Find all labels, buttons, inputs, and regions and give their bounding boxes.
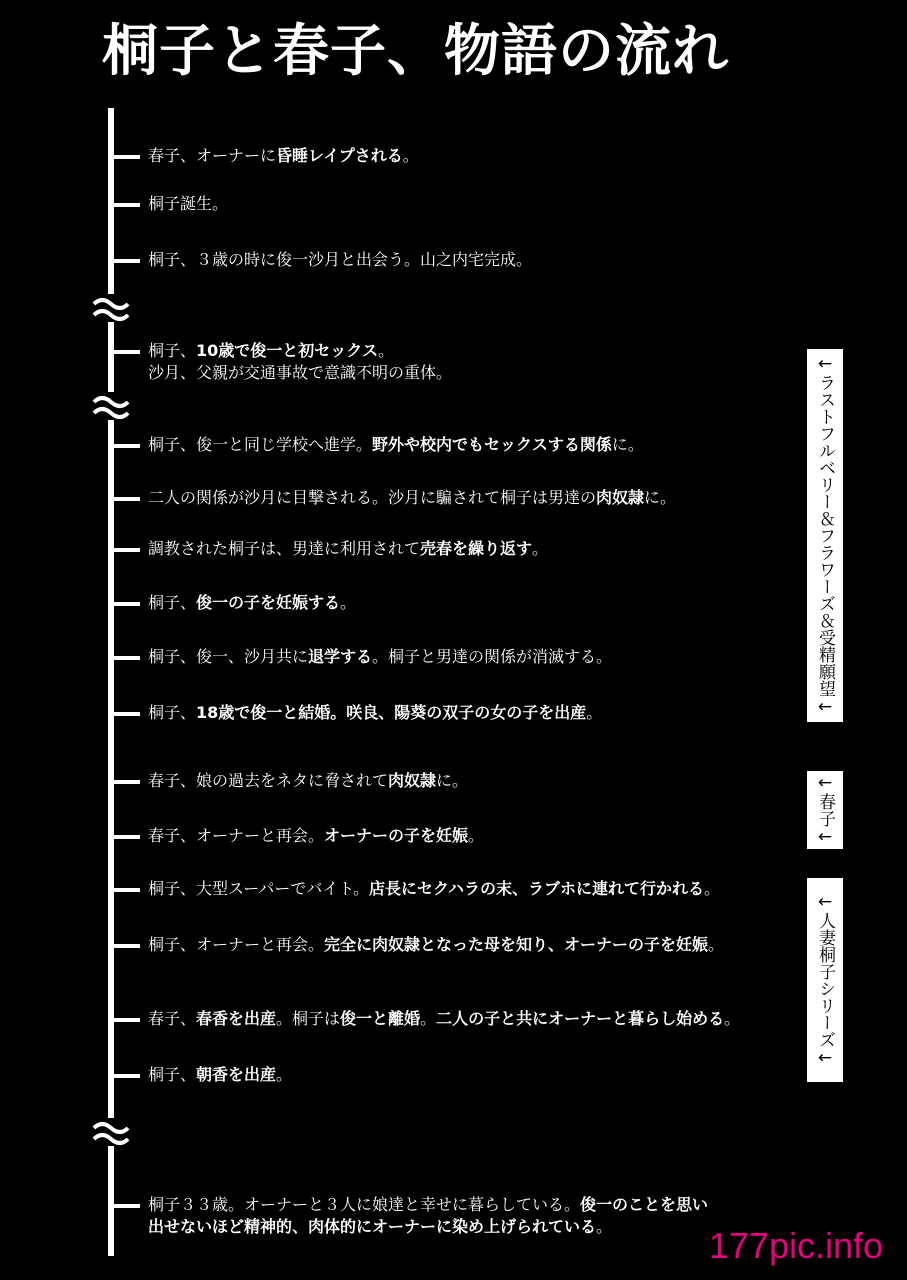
timeline-entry-text	[148, 825, 484, 847]
timeline-entry-text	[148, 878, 720, 900]
emphasis-text: 朝香を出産	[196, 1065, 277, 1084]
timeline-tick	[108, 1018, 140, 1022]
timeline-entry	[108, 487, 676, 509]
timeline-entry	[108, 934, 724, 956]
entry-text: 。桐子と男達の関係が消滅する。	[372, 647, 613, 666]
emphasis-text: 二人の子と共にオーナーと暮らし始める	[436, 1009, 725, 1028]
timeline-entry-text	[148, 646, 612, 668]
entry-text: 桐子、	[148, 341, 197, 360]
side-label-series: ←ラストフルベリー＆フラワーズ＆受精願望←	[807, 349, 843, 722]
timeline-tick	[108, 155, 140, 159]
timeline-entry	[108, 1064, 292, 1086]
emphasis-text: 10歳で俊一と初セックス	[196, 341, 379, 360]
entry-line	[148, 770, 468, 792]
page-title: 桐子と春子、物語の流れ	[102, 19, 729, 84]
entry-text: 。	[378, 341, 395, 360]
timeline-entry-text	[148, 1008, 740, 1030]
entry-line	[148, 487, 676, 509]
timeline-entry	[108, 145, 419, 167]
timeline-break-icon	[88, 392, 134, 422]
timeline-break-icon	[88, 1118, 134, 1148]
entry-text: 桐子、３歳の時に俊一沙月と出会う。山之内宅完成。	[148, 250, 533, 269]
timeline-entry	[108, 770, 468, 792]
timeline-tick	[108, 780, 140, 784]
entry-line	[148, 1064, 292, 1086]
entry-text: 桐子、	[148, 593, 197, 612]
entry-text: 桐子、オーナーと再会。	[148, 935, 325, 954]
timeline-entry-text	[148, 770, 468, 792]
timeline-tick	[108, 888, 140, 892]
entry-line	[148, 434, 644, 456]
timeline-tick	[108, 712, 140, 716]
entry-text: 調教された桐子は、男達に利用されて	[148, 539, 421, 558]
entry-line	[148, 1008, 740, 1030]
emphasis-text: 出せないほど精神的、肉体的にオーナーに染め上げられている	[148, 1217, 597, 1236]
emphasis-text: 春香を出産	[196, 1009, 277, 1028]
timeline-entry-text	[148, 1194, 708, 1238]
emphasis-text: 野外や校内でもセックスする関係	[372, 435, 612, 454]
entry-text: 桐子３３歳。オーナーと３人に娘達と幸せに暮らしている。	[148, 1195, 581, 1214]
entry-text: 沙月、父親が交通事故で意識不明の重体。	[148, 363, 453, 382]
emphasis-text: 店長にセクハラの末、ラブホに連れて行かれる	[368, 879, 705, 898]
entry-text: 。桐子は	[276, 1009, 341, 1028]
timeline-entry-text	[148, 487, 676, 509]
entry-text: 。	[708, 935, 725, 954]
entry-line	[148, 592, 356, 614]
entry-line	[148, 340, 452, 362]
emphasis-text: 俊一のことを思い	[580, 1195, 709, 1214]
timeline-entry	[108, 825, 484, 847]
entry-line	[148, 1194, 708, 1216]
entry-text: 桐子誕生。	[148, 194, 229, 213]
timeline-entry	[108, 1194, 708, 1238]
timeline-entry-text	[148, 145, 419, 167]
timeline-break-icon	[88, 294, 134, 324]
timeline-tick	[108, 944, 140, 948]
entry-line	[148, 702, 602, 724]
emphasis-text: 売春を繰り返す	[420, 539, 533, 558]
timeline-entry	[108, 193, 228, 215]
timeline-entry-text	[148, 934, 724, 956]
entry-line	[148, 878, 720, 900]
timeline-tick	[108, 259, 140, 263]
entry-line	[148, 646, 612, 668]
entry-line	[148, 145, 419, 167]
entry-line	[148, 1216, 708, 1238]
entry-line	[148, 193, 228, 215]
entry-text: 。	[596, 1217, 613, 1236]
timeline-entry	[108, 592, 356, 614]
entry-text: 。	[532, 539, 549, 558]
entry-text: 桐子、大型スーパーでバイト。	[148, 879, 369, 898]
entry-text: に。	[611, 435, 644, 454]
timeline-entry-text	[148, 340, 452, 384]
entry-text: 二人の関係が沙月に目撃される。沙月に騙されて桐子は男達の	[148, 488, 597, 507]
side-label-hitozuma: ←人妻桐子シリーズ←	[807, 878, 843, 1082]
timeline-entry	[108, 434, 644, 456]
timeline-tick	[108, 203, 140, 207]
entry-text: 。	[340, 593, 357, 612]
entry-text: 。	[468, 826, 485, 845]
timeline-entry-text	[148, 249, 532, 271]
entry-text: 春子、娘の過去をネタに脅されて	[148, 771, 389, 790]
entry-text: 。	[402, 146, 419, 165]
emphasis-text: オーナーの子を妊娠	[324, 826, 469, 845]
timeline-entry	[108, 702, 602, 724]
entry-text: 。	[276, 1065, 293, 1084]
timeline-entry-text	[148, 193, 228, 215]
timeline-tick	[108, 1074, 140, 1078]
entry-line	[148, 362, 452, 384]
timeline-entry-text	[148, 592, 356, 614]
timeline-tick	[108, 444, 140, 448]
entry-text: 。	[586, 703, 603, 722]
timeline-tick	[108, 656, 140, 660]
timeline-entry-text	[148, 434, 644, 456]
timeline-tick	[108, 548, 140, 552]
emphasis-text: 俊一と離婚	[340, 1009, 421, 1028]
entry-text: 春子、オーナーと再会。	[148, 826, 325, 845]
emphasis-text: 俊一の子を妊娠する	[196, 593, 341, 612]
timeline-tick	[108, 602, 140, 606]
emphasis-text: 昏睡レイプされる	[276, 146, 403, 165]
timeline-entry-text	[148, 702, 602, 724]
entry-text: 。	[420, 1009, 437, 1028]
timeline-entry-text	[148, 538, 548, 560]
entry-text: 桐子、	[148, 703, 197, 722]
entry-line	[148, 825, 484, 847]
entry-text: に。	[644, 488, 677, 507]
emphasis-text: 完全に肉奴隷となった母を知り、オーナーの子を妊娠	[324, 935, 709, 954]
timeline-entry	[108, 646, 612, 668]
entry-text: 桐子、俊一、沙月共に	[148, 647, 309, 666]
emphasis-text: 18歳で俊一と結婚。咲良、陽葵の双子の女の子を出産	[196, 703, 587, 722]
timeline-tick	[108, 497, 140, 501]
timeline-entry	[108, 340, 452, 384]
entry-text: に。	[436, 771, 469, 790]
timeline-entry	[108, 878, 720, 900]
entry-line	[148, 249, 532, 271]
entry-text: 。	[704, 879, 721, 898]
timeline-entry-text	[148, 1064, 292, 1086]
side-label-haruko: ←春子←	[807, 771, 843, 849]
entry-text: 春子、オーナーに	[148, 146, 277, 165]
timeline-tick	[108, 835, 140, 839]
entry-text: 。	[724, 1009, 741, 1028]
timeline-entry	[108, 249, 532, 271]
timeline-tick	[108, 350, 140, 354]
emphasis-text: 肉奴隷	[388, 771, 437, 790]
entry-text: 桐子、	[148, 1065, 197, 1084]
emphasis-text: 肉奴隷	[596, 488, 645, 507]
timeline-tick	[108, 1204, 140, 1208]
entry-text: 桐子、俊一と同じ学校へ進学。	[148, 435, 373, 454]
entry-text: 春子、	[148, 1009, 197, 1028]
watermark: 177pic.info	[709, 1225, 884, 1266]
emphasis-text: 退学する	[308, 647, 373, 666]
timeline-entry	[108, 1008, 740, 1030]
entry-line	[148, 934, 724, 956]
timeline-entry	[108, 538, 548, 560]
entry-line	[148, 538, 548, 560]
